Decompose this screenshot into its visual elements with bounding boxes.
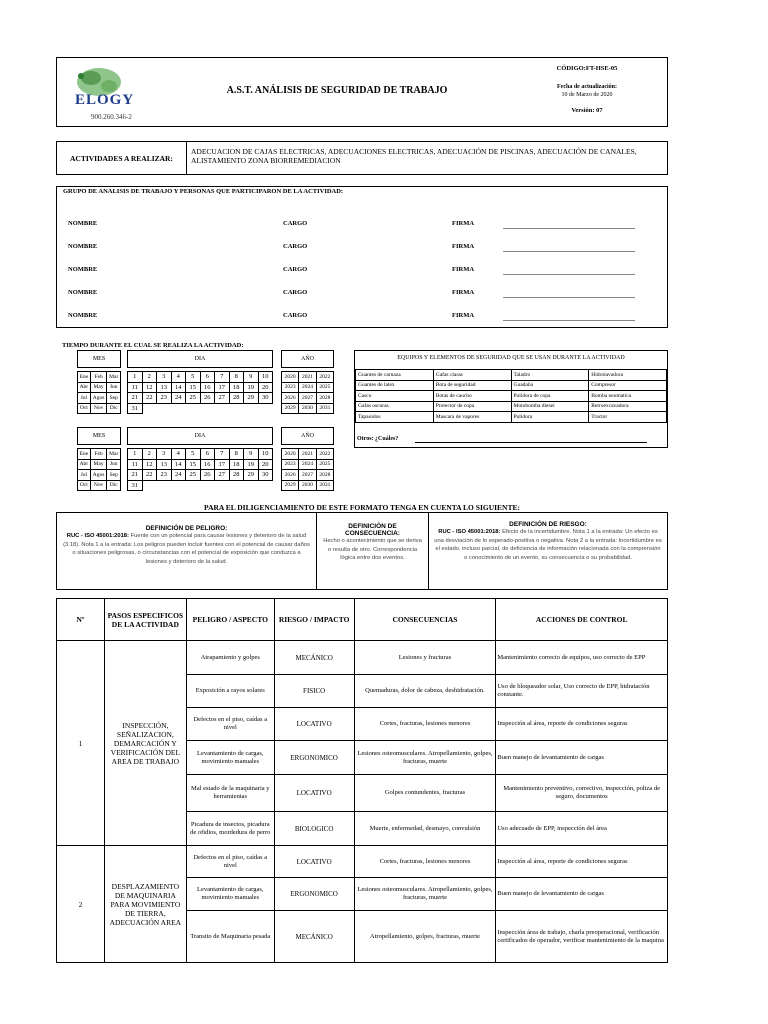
calendar-day-cell[interactable]: 20 (258, 382, 273, 393)
calendar-day-cell (244, 480, 259, 491)
equipment-item[interactable]: Guadaña (511, 380, 589, 391)
equipment-item[interactable]: Hidrolavadora (589, 370, 667, 381)
calendar-day-cell[interactable]: 4 (171, 449, 186, 460)
calendar-day-cell[interactable]: 23 (157, 393, 172, 404)
step-number: 2 (57, 846, 105, 963)
calendar-month-cell[interactable]: Oct (78, 403, 91, 414)
calendar-year-cell[interactable]: 2021 (299, 372, 316, 383)
calendar-day-cell[interactable]: 30 (258, 393, 273, 404)
calendar-day-cell[interactable]: 21 (128, 470, 143, 481)
calendar-day-cell[interactable]: 23 (157, 470, 172, 481)
equipment-item[interactable]: Bota de seguridad (433, 380, 511, 391)
participant-cargo-label: CARGO (283, 266, 308, 273)
equipment-row (356, 380, 667, 391)
hazard-risk: MECÁNICO (274, 641, 354, 675)
calendar-year-row (282, 459, 334, 470)
hazard-aspect: Defectos en el piso, caídas a nivel (186, 708, 274, 741)
calendar-day-cell[interactable]: 18 (229, 382, 244, 393)
hazard-consequence: Lesiones osteomusculares. Atropellamiento, golpes, fracturas, muerte (354, 741, 496, 775)
calendar-day-grid (127, 448, 273, 491)
calendar-year-grid (281, 448, 334, 491)
calendar-block (77, 427, 334, 491)
calendar-day-cell[interactable]: 27 (215, 470, 230, 481)
hazard-risk: LOCATIVO (274, 775, 354, 812)
equipment-box (354, 350, 668, 448)
calendar-day-header: DIA (127, 427, 273, 445)
hazard-aspect: Levantamiento de cargas, movimiento manuales (186, 878, 274, 911)
calendar-month-cell[interactable]: Mar (107, 372, 121, 383)
participant-cargo-label: CARGO (283, 243, 308, 250)
calendar-day-cell[interactable]: 19 (244, 382, 259, 393)
hazard-consequence: Golpes contundentes, fracturas (354, 775, 496, 812)
calendar-day-row (128, 403, 273, 414)
calendar-day-cell[interactable]: 25 (186, 470, 201, 481)
participant-signature-line[interactable] (503, 228, 635, 229)
calendar-day-cell[interactable]: 30 (258, 470, 273, 481)
participant-row (57, 289, 669, 301)
calendar-year-cell[interactable]: 2030 (299, 480, 316, 491)
calendar-day-cell[interactable]: 26 (200, 393, 215, 404)
calendar-day-cell[interactable]: 7 (215, 449, 230, 460)
hazard-consequence: Lesiones y fracturas (354, 641, 496, 675)
calendar-day-cell (142, 403, 157, 414)
calendar-month-cell[interactable]: Feb (90, 372, 107, 383)
participant-firma-label: FIRMA (452, 243, 475, 250)
activities-label: ACTIVIDADES A REALIZAR: (57, 142, 187, 174)
participant-cargo-label: CARGO (283, 312, 308, 319)
calendar-day-cell (157, 480, 172, 491)
calendar-day-cell[interactable]: 6 (200, 372, 215, 383)
calendar-day-cell[interactable]: 31 (128, 480, 143, 491)
calendar-year-cell[interactable]: 2022 (316, 449, 333, 460)
calendar-day-cell (215, 480, 230, 491)
hazard-control-action: Uso de bloqueador solar, Uso correcto de EPP, hidratación constante. (496, 675, 668, 708)
calendar-day-cell[interactable]: 5 (186, 372, 201, 383)
document-title: A.S.T. ANÁLISIS DE SEGURIDAD DE TRABAJO (226, 85, 448, 96)
calendar-day-cell (258, 480, 273, 491)
calendar-month-cell[interactable]: Jun (107, 382, 121, 393)
update-date-value: 10 de Marzo de 2020 (561, 92, 613, 98)
calendar-year-row (282, 470, 334, 481)
hazard-table-header-cell: Nº (57, 599, 105, 641)
hazard-table-header-cell: PELIGRO / ASPECTO (186, 599, 274, 641)
equipment-item[interactable]: Compresor (589, 380, 667, 391)
definitions-heading: PARA EL DILIGENCIAMIENTO DE ESTE FORMATO TENGA EN CUENTA LO SIGUIENTE: (204, 503, 520, 512)
calendar-day-cell[interactable]: 22 (142, 470, 157, 481)
calendar-year-cell[interactable]: 2026 (282, 470, 299, 481)
participants-box (56, 186, 668, 328)
calendar-day-row (128, 449, 273, 460)
riesgo-title: DEFINICIÓN DE RIESGO: (509, 521, 587, 528)
equipment-row (356, 391, 667, 402)
calendar-month-cell[interactable]: Feb (90, 449, 107, 460)
hazard-control-action: Mantenimiento preventivo, correctivo, inspección, poliza de seguro, documentos (496, 775, 668, 812)
calendar-day-cell[interactable]: 17 (215, 382, 230, 393)
calendar-day-row (128, 470, 273, 481)
hazard-aspect: Exposición a rayos solares (186, 675, 274, 708)
calendar-day-cell[interactable]: 1 (128, 372, 143, 383)
calendar-day-cell[interactable]: 3 (157, 449, 172, 460)
calendar-year-cell[interactable]: 2028 (316, 393, 333, 404)
participant-name-label: NOMBRE (68, 243, 98, 250)
calendar-month-cell[interactable]: Nov (90, 480, 107, 491)
calendar-month-cell[interactable]: Nov (90, 403, 107, 414)
participant-signature-line[interactable] (503, 274, 635, 275)
calendar-month-cell[interactable]: Ene (78, 449, 91, 460)
calendar-month-row (78, 393, 121, 404)
equipment-item[interactable]: Retroexcavadora (589, 401, 667, 412)
equipment-item[interactable]: Bomba neumatica (589, 391, 667, 402)
calendar-month-cell[interactable]: Mar (107, 449, 121, 460)
calendar-year-cell[interactable]: 2026 (282, 393, 299, 404)
hazard-table-header-cell: CONSECUENCIAS (354, 599, 496, 641)
hazard-risk: BIOLOGICO (274, 812, 354, 846)
equipment-item[interactable]: Protector de copa (433, 401, 511, 412)
hazard-control-action: Mantenimiento correcto de equipos, uso correcto de EPP (496, 641, 668, 675)
calendar-day-cell (186, 403, 201, 414)
step-description: DESPLAZAMIENTO DE MAQUINARIA PARA MOVIMIENTO DE TIERRA, ADECUACIÓN AREA (104, 846, 186, 963)
calendar-day-cell[interactable]: 12 (142, 382, 157, 393)
company-phone: 900.260.346-2 (91, 113, 132, 121)
riesgo-text: Efecto de la incertidumbre. Nota 1 a la entrada: Un efecto es una desviación de lo esperado-positiva o negativa. Nota 2 a la entrada: Incertidumbre es el estado, incluso parcial, de deficiencia de información relacionada con la comprensión o conocimiento de un evento, su consecuencia o su probabilidad. (434, 529, 662, 561)
calendar-day-cell[interactable]: 15 (186, 459, 201, 470)
definition-riesgo (429, 513, 667, 589)
calendar-month-cell[interactable]: Sep (107, 393, 121, 404)
calendar-month-cell[interactable]: Abr (78, 382, 91, 393)
calendar-day-cell[interactable]: 14 (171, 382, 186, 393)
calendar-day-cell[interactable]: 14 (171, 459, 186, 470)
hazard-table-header (57, 599, 668, 641)
step-description: INSPECCIÓN, SEÑALIZACION, DEMARCACIÓN Y VERIFICACIÓN DEL AREA DE TRABAJO (104, 641, 186, 846)
calendar-day-cell[interactable]: 2 (142, 449, 157, 460)
activities-value: ADECUACION DE CAJAS ELECTRICAS, ADECUACIONES ELECTRICAS, ADECUACIÓN DE PISCINAS, ADECUACIÓN DE CANALES, ALISTAMIENTO ZONA BIORREMEDIACION (191, 147, 637, 165)
calendar-day-cell[interactable]: 12 (142, 459, 157, 470)
calendar-day-cell[interactable]: 26 (200, 470, 215, 481)
calendar-month-row (78, 470, 121, 481)
hazard-consequence: Cortes, fracturas, lesiones menores (354, 708, 496, 741)
calendar-day-cell[interactable]: 1 (128, 449, 143, 460)
calendar-year-cell[interactable]: 2031 (316, 480, 333, 491)
participant-signature-line[interactable] (503, 297, 635, 298)
calendar-year-row (282, 372, 334, 383)
calendar-day-cell[interactable]: 9 (244, 449, 259, 460)
equipment-item[interactable]: Botas de caucho (433, 391, 511, 402)
calendar-day-cell[interactable]: 8 (229, 449, 244, 460)
participant-name-label: NOMBRE (68, 312, 98, 319)
calendar-month-cell[interactable]: Oct (78, 480, 91, 491)
calendar-year-row (282, 449, 334, 460)
hazard-consequence: Atropellamiento, golpes, fracturas, muerte (354, 911, 496, 963)
hazard-table-row (57, 846, 668, 878)
calendar-day-cell (258, 403, 273, 414)
calendar-day-cell[interactable]: 5 (186, 449, 201, 460)
hazard-control-action: Inspección al área, reporte de condiciones seguras (496, 708, 668, 741)
calendar-month-cell[interactable]: Jun (107, 459, 121, 470)
calendar-year-row (282, 382, 334, 393)
calendar-day-cell (142, 480, 157, 491)
calendar-year-row (282, 480, 334, 491)
calendar-month-header: MES (77, 427, 121, 445)
calendar-year-cell[interactable]: 2029 (282, 403, 299, 414)
participant-firma-label: FIRMA (452, 220, 475, 227)
calendar-day-cell (229, 480, 244, 491)
equipment-other-line (415, 442, 647, 443)
hazard-aspect: Transito de Maquinaria pesada (186, 911, 274, 963)
equipment-table (355, 369, 667, 423)
participant-row (57, 312, 669, 324)
peligro-text: Fuente con un potencial para causar lesiones y deterioro de la salud (3.18). Nota 1 a la entrada: Los peligros pueden incluir fuentes con el potencial de causar daños o situaciones peligrosas, o circunstancias con el potencial de exposición que conduzca a lesiones y deterioro de la salud. (63, 533, 310, 565)
calendar-month-row (78, 382, 121, 393)
participant-row (57, 220, 669, 232)
calendar-month-row (78, 459, 121, 470)
calendar-day-cell (157, 403, 172, 414)
hazard-risk: LOCATIVO (274, 708, 354, 741)
calendar-month-cell[interactable]: May (90, 459, 107, 470)
calendar-day-cell[interactable]: 2 (142, 372, 157, 383)
calendar-day-row (128, 459, 273, 470)
document-version: Versión: 07 (571, 107, 603, 114)
calendar-month-cell[interactable]: Jul (78, 393, 91, 404)
consecuencia-title: DEFINICIÓN DE CONSECUENCIA: (345, 523, 400, 537)
consecuencia-text: Hecho o acontecimiento que se deriva o resulta de otro. Correspondencia lógica entre dos eventos. (323, 538, 422, 561)
calendar-year-cell[interactable]: 2028 (316, 470, 333, 481)
calendar-year-cell[interactable]: 2023 (282, 382, 299, 393)
hazard-risk: MECÁNICO (274, 911, 354, 963)
equipment-item[interactable]: Motobomba diesel (511, 401, 589, 412)
hazard-control-action: Buen manejo de levantamiento de cargas (496, 878, 668, 911)
calendar-day-cell[interactable]: 28 (229, 393, 244, 404)
calendar-day-cell[interactable]: 11 (128, 459, 143, 470)
hazard-control-action: Buen manejo de levantamiento de cargas (496, 741, 668, 775)
calendar-year-cell[interactable]: 2025 (316, 459, 333, 470)
calendar-day-cell[interactable]: 27 (215, 393, 230, 404)
calendar-month-cell[interactable]: Jul (78, 470, 91, 481)
calendar-day-cell[interactable]: 24 (171, 470, 186, 481)
participant-signature-line[interactable] (503, 320, 635, 321)
activities-box (56, 141, 668, 175)
equipment-item[interactable]: Pulidora (511, 412, 589, 423)
hazard-table (56, 598, 668, 963)
calendar-month-cell[interactable]: May (90, 382, 107, 393)
calendar-year-cell[interactable]: 2031 (316, 403, 333, 414)
update-date-label: Fecha de actualización: (557, 84, 617, 90)
equipment-title: EQUIPOS Y ELEMENTOS DE SEGURIDAD QUE SE USAN DURANTE LA ACTIVIDAD (397, 355, 625, 361)
calendar-year-cell[interactable]: 2020 (282, 372, 299, 383)
hazard-risk: LOCATIVO (274, 846, 354, 878)
calendar-month-grid (77, 448, 121, 491)
equipment-item[interactable]: Mascara de vapores (433, 412, 511, 423)
equipment-item[interactable]: Guantes de latex (356, 380, 434, 391)
calendar-year-cell[interactable]: 2029 (282, 480, 299, 491)
equipment-item[interactable]: Casco (356, 391, 434, 402)
calendar-day-cell[interactable]: 8 (229, 372, 244, 383)
hazard-aspect: Picadura de insectos, picadura de ofidios, mordedura de perro (186, 812, 274, 846)
logo-text: ELOGY (75, 92, 135, 108)
participant-row (57, 266, 669, 278)
calendar-month-row (78, 480, 121, 491)
equipment-row (356, 401, 667, 412)
calendar-day-cell[interactable]: 9 (244, 372, 259, 383)
equipment-other-label: Otros: ¿Cuáles? (357, 436, 399, 442)
calendar-year-cell[interactable]: 2022 (316, 372, 333, 383)
calendar-day-row (128, 372, 273, 383)
calendar-day-cell (200, 480, 215, 491)
equipment-item[interactable]: Pulidora de copa (511, 391, 589, 402)
peligro-title: DEFINICIÓN DE PELIGRO: (145, 525, 228, 532)
company-logo (61, 62, 161, 124)
calendar-year-cell[interactable]: 2027 (299, 393, 316, 404)
calendar-day-cell[interactable]: 29 (244, 470, 259, 481)
calendar-year-cell[interactable]: 2021 (299, 449, 316, 460)
participant-name-label: NOMBRE (68, 266, 98, 273)
hazard-table-header-cell: ACCIONES DE CONTROL (496, 599, 668, 641)
participant-firma-label: FIRMA (452, 289, 475, 296)
calendar-day-cell[interactable]: 3 (157, 372, 172, 383)
participant-row (57, 243, 669, 255)
calendar-month-cell[interactable]: Agos (90, 393, 107, 404)
hazard-consequence: Quemaduras, dolor de cabeza, deshidratación. (354, 675, 496, 708)
calendar-day-cell[interactable]: 13 (157, 459, 172, 470)
calendar-day-cell (171, 403, 186, 414)
calendar-year-cell[interactable]: 2024 (299, 459, 316, 470)
header-box (56, 57, 668, 127)
hazard-aspect: Atrapamiento y golpes (186, 641, 274, 675)
participant-signature-line[interactable] (503, 251, 635, 252)
hazard-aspect: Mal estado de la maquinaria y herramientas (186, 775, 274, 812)
calendar-day-cell[interactable]: 10 (258, 449, 273, 460)
hazard-control-action: Inspección al área, reporte de condiciones seguras (496, 846, 668, 878)
calendar-month-row (78, 403, 121, 414)
step-number: 1 (57, 641, 105, 846)
equipment-item[interactable]: Tractor (589, 412, 667, 423)
calendar-year-grid (281, 371, 334, 414)
calendar-month-grid (77, 371, 121, 414)
calendar-year-cell[interactable]: 2023 (282, 459, 299, 470)
calendar-month-row (78, 372, 121, 383)
calendar-month-cell[interactable]: Dic (107, 480, 121, 491)
hazard-risk: FISICO (274, 675, 354, 708)
calendar-month-cell[interactable]: Ene (78, 372, 91, 383)
calendar-day-row (128, 382, 273, 393)
calendar-month-cell[interactable]: Abr (78, 459, 91, 470)
calendar-day-grid (127, 371, 273, 414)
calendar-day-cell (171, 480, 186, 491)
calendar-day-cell[interactable]: 21 (128, 393, 143, 404)
calendar-month-row (78, 449, 121, 460)
hazard-aspect: Levantamiento de cargas, movimiento manuales (186, 741, 274, 775)
definition-consecuencia (317, 513, 429, 589)
calendar-day-cell (215, 403, 230, 414)
calendar-day-cell[interactable]: 7 (215, 372, 230, 383)
calendar-day-cell[interactable]: 11 (128, 382, 143, 393)
calendar-day-cell[interactable]: 13 (157, 382, 172, 393)
calendar-year-row (282, 403, 334, 414)
calendar-year-cell[interactable]: 2025 (316, 382, 333, 393)
hazard-risk: ERGONOMICO (274, 878, 354, 911)
calendar-day-cell[interactable]: 19 (244, 459, 259, 470)
calendar-day-cell[interactable]: 22 (142, 393, 157, 404)
hazard-consequence: Lesiones osteomusculares. Atropellamiento, golpes, fracturas, muerte (354, 878, 496, 911)
hazard-table-header-cell: RIESGO / IMPACTO (274, 599, 354, 641)
participant-firma-label: FIRMA (452, 266, 475, 273)
calendar-year-cell[interactable]: 2020 (282, 449, 299, 460)
definition-peligro (57, 513, 317, 589)
calendar-day-cell[interactable]: 31 (128, 403, 143, 414)
calendar-day-cell[interactable]: 20 (258, 459, 273, 470)
equipment-item[interactable]: Tapaoidos (356, 412, 434, 423)
calendar-day-cell[interactable]: 18 (229, 459, 244, 470)
equipment-row (356, 412, 667, 423)
calendar-day-cell[interactable]: 16 (200, 382, 215, 393)
calendar-year-row (282, 393, 334, 404)
hazard-table-header-cell: PASOS ESPECIFICOS DE LA ACTIVIDAD (104, 599, 186, 641)
calendar-day-cell (200, 403, 215, 414)
hazard-consequence: Cortes, fracturas, lesiones menores (354, 846, 496, 878)
participants-title: GRUPO DE ANALISIS DE TRABAJO Y PERSONAS QUE PARTICIPARON DE LA ACTIVIDAD: (63, 188, 344, 195)
calendar-day-cell[interactable]: 4 (171, 372, 186, 383)
calendar-day-cell[interactable]: 29 (244, 393, 259, 404)
participant-cargo-label: CARGO (283, 220, 308, 227)
calendar-block (77, 350, 334, 414)
calendar-day-cell[interactable]: 10 (258, 372, 273, 383)
participant-name-label: NOMBRE (68, 220, 98, 227)
calendar-day-cell[interactable]: 17 (215, 459, 230, 470)
definitions-box (56, 512, 668, 590)
hazard-control-action: Uso adecuado de EPP, inspección del área (496, 812, 668, 846)
calendar-month-cell[interactable]: Dic (107, 403, 121, 414)
hazard-consequence: Muerte, enfermedad, desmayo, convulsión (354, 812, 496, 846)
calendar-month-cell[interactable]: Sep (107, 470, 121, 481)
calendar-day-cell (186, 480, 201, 491)
peligro-ref: RUC - ISO 45001:2018: (66, 533, 129, 539)
participant-cargo-label: CARGO (283, 289, 308, 296)
calendar-month-header: MES (77, 350, 121, 368)
equipment-item[interactable]: Taladro (511, 370, 589, 381)
riesgo-ref: RUC - ISO 45001:2018: (438, 529, 501, 535)
calendar-year-cell[interactable]: 2030 (299, 403, 316, 414)
calendar-day-row (128, 480, 273, 491)
calendar-day-cell[interactable]: 25 (186, 393, 201, 404)
calendar-month-cell[interactable]: Agos (90, 470, 107, 481)
equipment-row (356, 370, 667, 381)
document-code: CÓDIGO:FT-HSE-05 (556, 65, 618, 72)
calendar-year-header: AÑO (281, 427, 334, 445)
calendar-day-cell[interactable]: 6 (200, 449, 215, 460)
equipment-item[interactable]: Gafas oscuras (356, 401, 434, 412)
calendar-day-cell[interactable]: 16 (200, 459, 215, 470)
calendar-day-cell[interactable]: 28 (229, 470, 244, 481)
calendar-year-cell[interactable]: 2027 (299, 470, 316, 481)
calendar-day-header: DIA (127, 350, 273, 368)
participant-firma-label: FIRMA (452, 312, 475, 319)
calendar-day-row (128, 393, 273, 404)
calendar-day-cell (229, 403, 244, 414)
equipment-item[interactable]: Gafas claras (433, 370, 511, 381)
calendar-year-header: AÑO (281, 350, 334, 368)
hazard-table-row (57, 641, 668, 675)
calendar-year-cell[interactable]: 2024 (299, 382, 316, 393)
participant-name-label: NOMBRE (68, 289, 98, 296)
hazard-control-action: Inspección área de trabajo, charla preoperacional, verificación certificados de operador, verificar mantenimiento de la maquina (496, 911, 668, 963)
calendar-day-cell[interactable]: 24 (171, 393, 186, 404)
calendar-day-cell (244, 403, 259, 414)
time-title: TIEMPO DURANTE EL CUAL SE REALIZA LA ACTIVIDAD: (62, 342, 244, 349)
calendar-day-cell[interactable]: 15 (186, 382, 201, 393)
hazard-aspect: Defectos en el piso, caídas a nivel (186, 846, 274, 878)
hazard-risk: ERGONOMICO (274, 741, 354, 775)
equipment-item[interactable]: Guantes de carnaza (356, 370, 434, 381)
